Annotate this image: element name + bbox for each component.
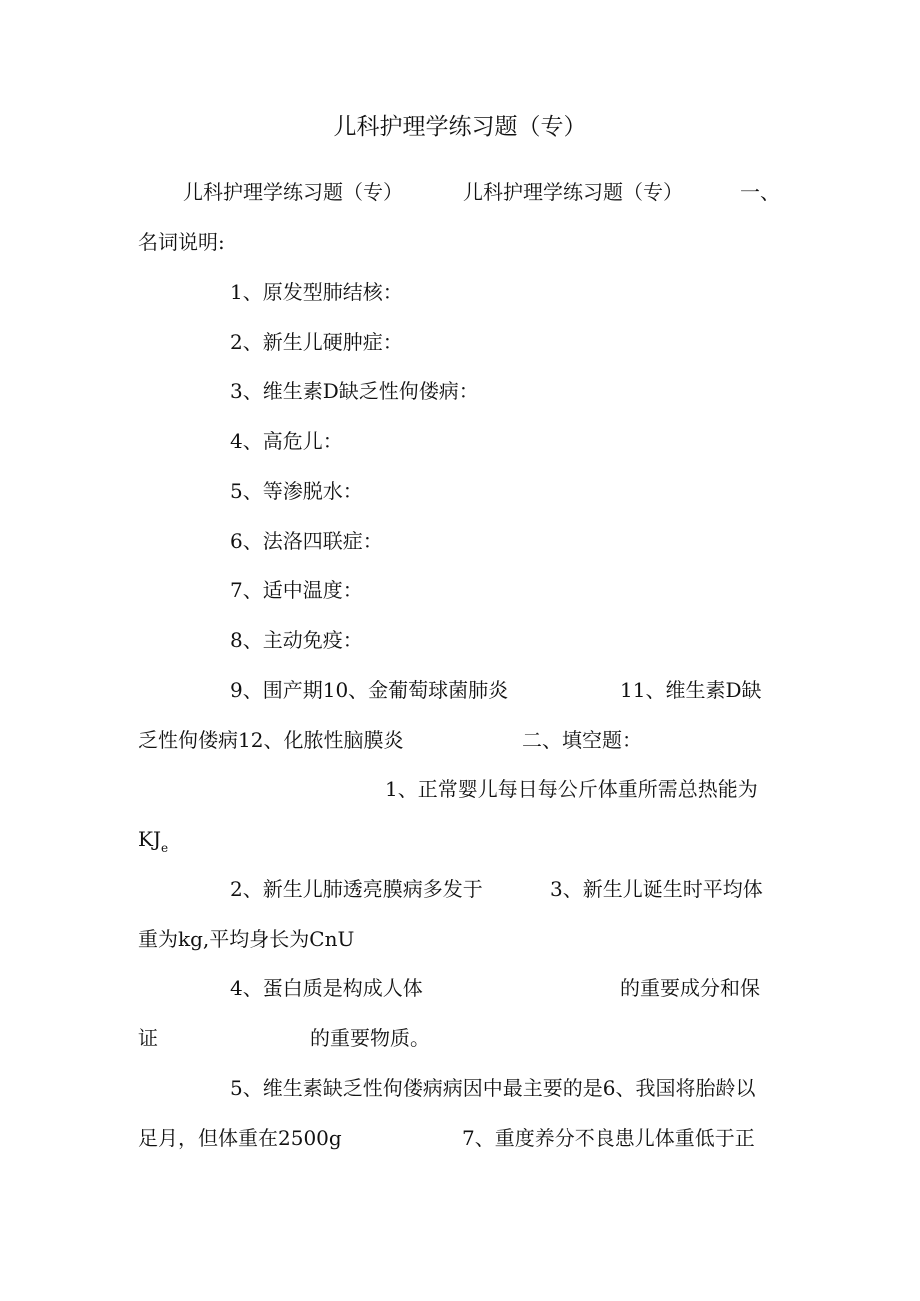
fill-question-1-unit: $KJ_e$ <box>138 827 169 855</box>
fill-question-1: 1、正常婴儿每日每公斤体重所需总热能为 <box>385 777 758 801</box>
term-item: 6、法洛四联症： <box>230 529 383 553</box>
term-item: 8、主动免疫： <box>230 628 363 652</box>
fill-question-4-mid: 的重要成分和保 <box>620 976 760 1000</box>
term-item: 3、维生素D缺乏性佝偻病： <box>230 379 479 403</box>
term-item: 7、适中温度： <box>230 578 363 602</box>
fill-question-4-cont: 证 <box>138 1026 158 1050</box>
section-heading-fill-blank: 二、填空题： <box>522 728 642 752</box>
term-item: 2、新生儿硬肿症： <box>230 330 403 354</box>
term-item: 5、等渗脱水： <box>230 479 363 503</box>
fill-question-4-end: 的重要物质。 <box>310 1026 430 1050</box>
fill-question-7: 7、重度养分不良患儿体重低于正 <box>462 1126 755 1150</box>
fill-question-6-cont: 足月，但体重在2500g <box>138 1126 342 1150</box>
term-line-12: 乏性佝偻病12、化脓性脑膜炎 <box>138 728 404 752</box>
section-heading-definitions: 名词说明: <box>138 230 225 254</box>
term-item: 1、原发型肺结核： <box>230 280 403 304</box>
term-line-11: 11、维生素D缺 <box>620 678 762 702</box>
intro-text-1: 儿科护理学练习题（专） <box>183 180 403 204</box>
fill-question-2: 2、新生儿肺透亮膜病多发于 <box>230 877 483 901</box>
term-item: 4、高危儿： <box>230 429 343 453</box>
page-title: 儿科护理学练习题（专） <box>333 114 587 140</box>
fill-question-3-cont: 重为kg,平均身长为CnU <box>138 927 355 951</box>
intro-text-2: 儿科护理学练习题（专） <box>463 180 683 204</box>
term-line-9: 9、围产期10、金葡萄球菌肺炎 <box>230 678 509 702</box>
fill-question-3: 3、新生儿诞生时平均体 <box>550 877 763 901</box>
fill-question-5: 5、维生素缺乏性佝偻病病因中最主要的是6、我国将胎龄以 <box>230 1076 756 1100</box>
fill-question-4: 4、蛋白质是构成人体 <box>230 976 423 1000</box>
section-number-1: 一、 <box>740 180 780 204</box>
